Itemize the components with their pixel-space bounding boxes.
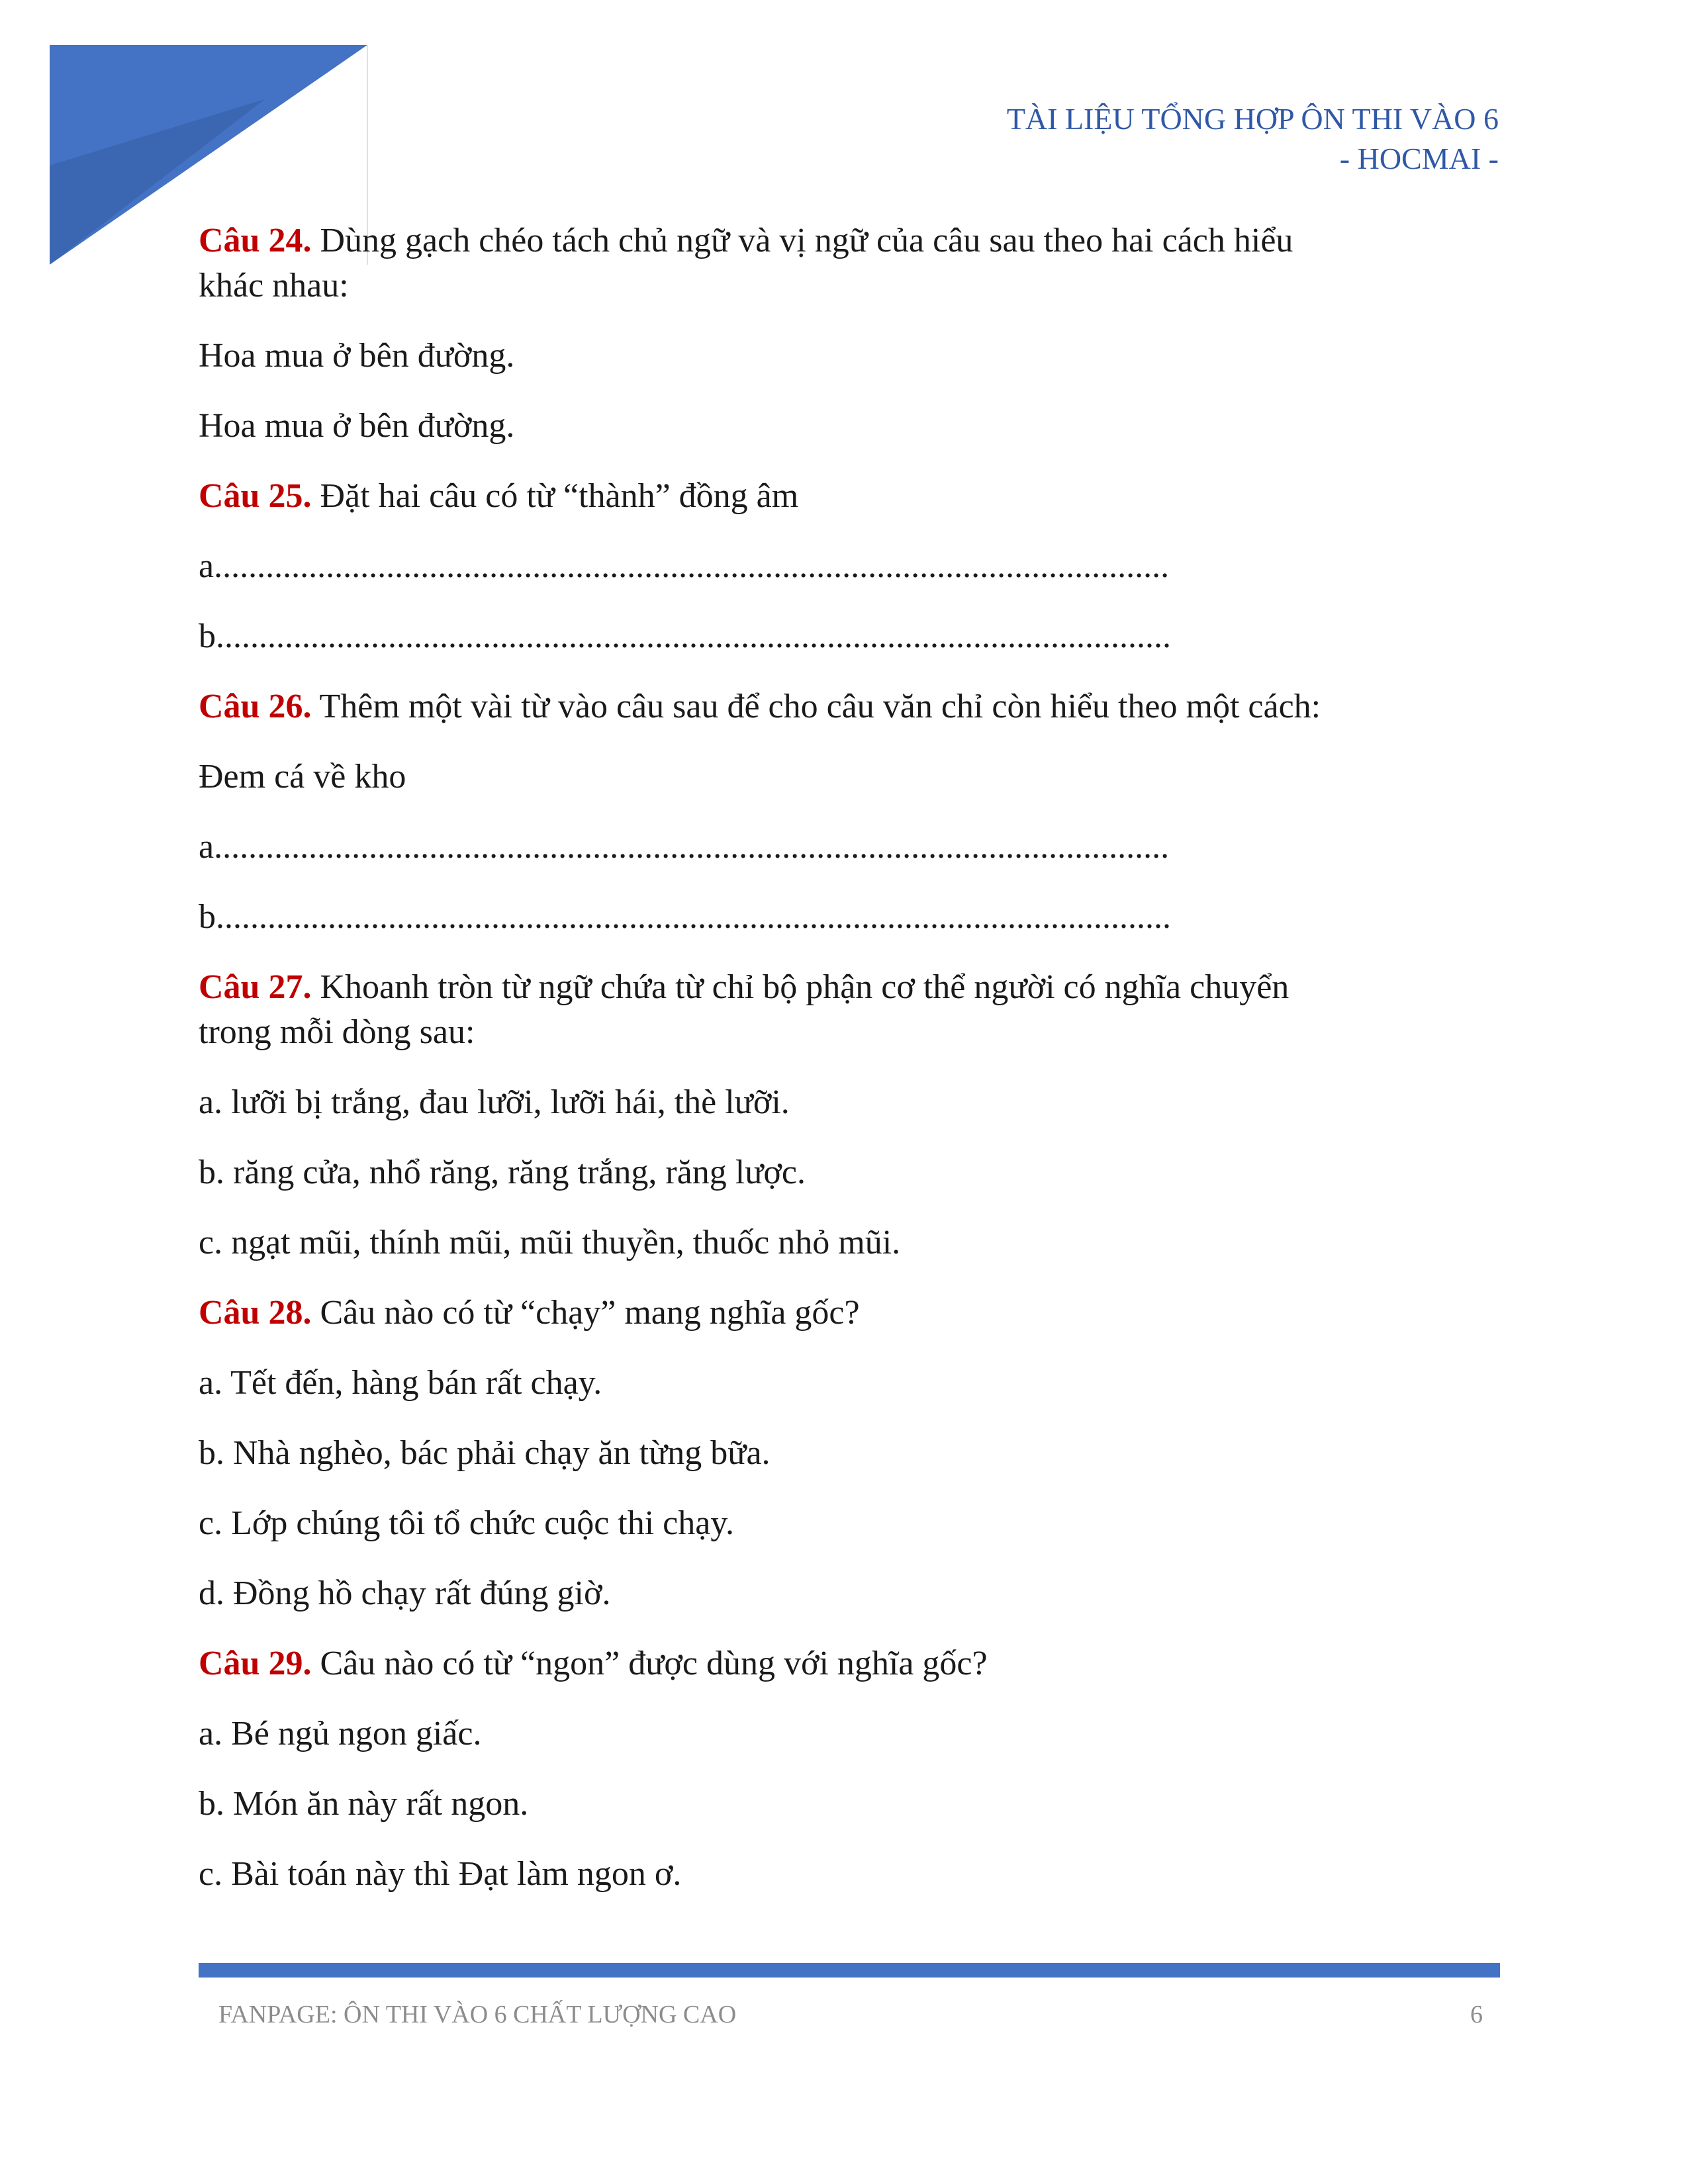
sentence-line: Đem cá về kho — [199, 758, 406, 796]
question-text: Khoanh tròn từ ngữ chứa từ chỉ bộ phận cơ thể người có nghĩa chuyển — [311, 968, 1289, 1006]
question-27-continuation: trong mỗi dòng sau: — [199, 1013, 475, 1051]
option-line: c. ngạt mũi, thính mũi, mũi thuyền, thuốc nhỏ mũi. — [199, 1224, 901, 1261]
document-body — [199, 218, 1489, 1897]
option-line: b. răng cửa, nhổ răng, răng trắng, răng lược. — [199, 1154, 806, 1191]
question-27 — [199, 965, 1489, 1010]
question-text: Thêm một vài từ vào câu sau để cho câu văn chỉ còn hiểu theo một cách: — [311, 688, 1321, 725]
question-label: Câu 28. — [199, 1294, 312, 1332]
document-header — [1007, 99, 1499, 179]
answer-line: a............................................................................................................... — [199, 547, 1170, 585]
option-line: a. lưỡi bị trắng, đau lưỡi, lưỡi hái, thè lưỡi. — [199, 1083, 790, 1121]
question-28 — [199, 1291, 1489, 1336]
question-text: Câu nào có từ “chạy” mang nghĩa gốc? — [311, 1294, 860, 1332]
option-line: b. Nhà nghèo, bác phải chạy ăn từng bữa. — [199, 1434, 771, 1472]
option-line: a. Tết đến, hàng bán rất chạy. — [199, 1364, 602, 1402]
sentence-line: Hoa mua ở bên đường. — [199, 337, 515, 375]
question-label: Câu 25. — [199, 477, 312, 515]
option-line: c. Lớp chúng tôi tổ chức cuộc thi chạy. — [199, 1504, 734, 1542]
question-25 — [199, 474, 1489, 519]
footer-fanpage: FANPAGE: ÔN THI VÀO 6 CHẤT LƯỢNG CAO — [218, 2001, 737, 2028]
footer-divider — [199, 1963, 1500, 1978]
header-subtitle: - HOCMAI - — [1339, 142, 1499, 175]
option-line: c. Bài toán này thì Đạt làm ngon ơ. — [199, 1855, 682, 1893]
question-label: Câu 27. — [199, 968, 312, 1006]
question-label: Câu 24. — [199, 222, 312, 259]
header-title: TÀI LIỆU TỔNG HỢP ÔN THI VÀO 6 — [1006, 102, 1499, 136]
question-26 — [199, 684, 1489, 729]
question-text: Đặt hai câu có từ “thành” đồng âm — [311, 477, 799, 515]
answer-line: b............................................................................................................... — [199, 617, 1171, 655]
question-label: Câu 29. — [199, 1645, 312, 1682]
question-label: Câu 26. — [199, 688, 312, 725]
option-line: b. Món ăn này rất ngon. — [199, 1785, 529, 1823]
question-text: Câu nào có từ “ngon” được dùng với nghĩa gốc? — [311, 1645, 988, 1682]
sentence-line: Hoa mua ở bên đường. — [199, 407, 515, 445]
option-line: d. Đồng hồ chạy rất đúng giờ. — [199, 1574, 611, 1612]
answer-line: b............................................................................................................... — [199, 898, 1171, 936]
question-29 — [199, 1641, 1489, 1686]
option-line: a. Bé ngủ ngon giấc. — [199, 1715, 482, 1752]
answer-line: a............................................................................................................... — [199, 828, 1170, 866]
page-number: 6 — [1470, 2001, 1483, 2028]
question-text: Dùng gạch chéo tách chủ ngữ và vị ngữ của câu sau theo hai cách hiểu — [311, 222, 1293, 259]
question-24-continuation: khác nhau: — [199, 267, 349, 304]
question-24 — [199, 218, 1489, 263]
